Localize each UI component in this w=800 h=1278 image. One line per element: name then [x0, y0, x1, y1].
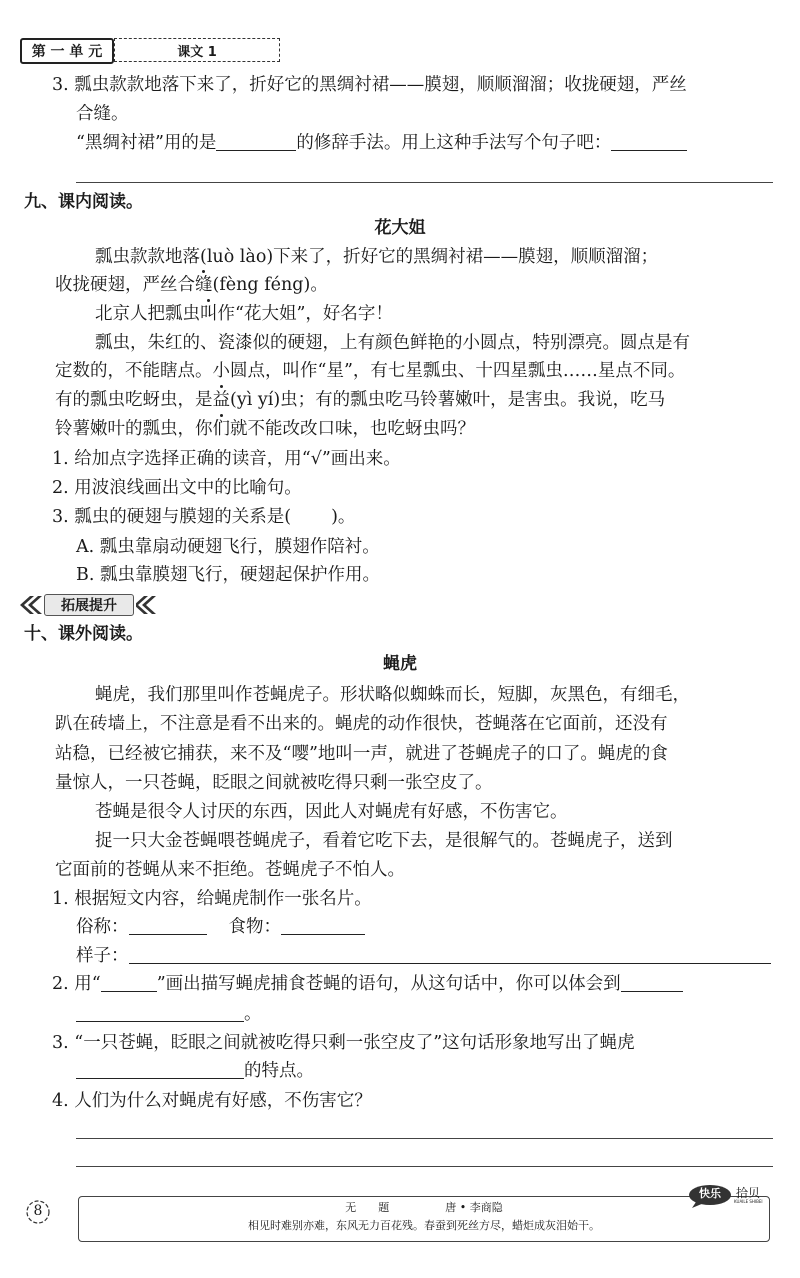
s9-p3-line2: 定数的，不能瞎点。小圆点，叫作“星”，有七星瓢虫、十四星瓢虫……星点不同。: [55, 361, 686, 381]
s8-q3-line1: 3. 瓢虫款款地落下来了，折好它的黑绸衬裙——膜翅，顺顺溜溜；收拢硬翅，严丝: [52, 75, 687, 95]
section9-title: 花大姐: [374, 218, 426, 238]
happy-shells-badge: [688, 1184, 780, 1208]
section9-heading: 九、课内阅读。: [24, 192, 143, 212]
s10-q2-cont: 。: [76, 1002, 262, 1026]
s8-q3-line2: 合缝。: [76, 104, 129, 124]
unit-label: 第 一 单 元: [20, 38, 114, 64]
s10-p2: 苍蝇是很令人讨厌的东西，因此人对蝇虎有好感，不伤害它。: [95, 802, 568, 822]
poem-heading: 无 题 唐 • 李商隐: [345, 1201, 503, 1214]
lesson-label: 课文 1: [114, 38, 280, 62]
s9-p3-line1: 瓢虫，朱红的、瓷漆似的硬翅，上有颜色鲜艳的小圆点，特别漂亮。圆点是有: [95, 333, 690, 353]
s9-q3-option-a[interactable]: A. 瓢虫靠扇动硬翅飞行，膜翅作陪衬。: [76, 537, 380, 557]
answer-line[interactable]: [76, 1166, 773, 1167]
answer-blank[interactable]: [611, 132, 687, 151]
s10-p1-line1: 蝇虎，我们那里叫作苍蝇虎子。形状略似蜘蛛而长，短脚，灰黑色，有细毛，: [95, 685, 690, 705]
badge-suffix: 拾贝: [736, 1186, 761, 1200]
s10-q3-line2: 的特点。: [76, 1059, 314, 1083]
banner-arrow-right-icon: [136, 592, 158, 618]
s9-p3-line3: 有的瓢虫吃蚜虫，是益(yì yí)虫；有的瓢虫吃马铃薯嫩叶，是害虫。我说，吃马: [55, 390, 666, 410]
banner-arrow-left-icon: [20, 592, 42, 618]
s10-p1-line2: 趴在砖墙上，不注意是看不出来的。蝇虎的动作很快，苍蝇落在它面前，还没有: [55, 714, 668, 734]
answer-line[interactable]: [76, 182, 773, 183]
s10-q1-card-row2: 样子：: [76, 944, 771, 968]
s10-p1-line4: 量惊人，一只苍蝇，眨眼之间就被吃得只剩一张空皮了。: [55, 773, 493, 793]
s10-q1-card-row1: 俗称： 食物：: [76, 915, 365, 939]
s8-q3-line3: “黑绸衬裙”用的是 的修辞手法。用上这种手法写个句子吧：: [76, 131, 687, 155]
s10-p3-line2: 它面前的苍蝇从来不拒绝。苍蝇虎子不怕人。: [55, 860, 405, 880]
s9-p2: 北京人把瓢虫叫作“花大姐”，好名字！: [95, 304, 393, 324]
extension-banner: [20, 592, 160, 618]
alias-blank[interactable]: [129, 916, 207, 935]
s9-p1-line1: 瓢虫款款地落(luò lào)下来了，折好它的黑绸衬裙——膜翅，顺顺溜溜；: [95, 247, 659, 267]
section10-heading: 十、课外阅读。: [24, 624, 143, 644]
poem-text: 相见时难别亦难，东风无力百花残。春蚕到死丝方尽，蜡炬成灰泪始干。: [248, 1219, 600, 1232]
s10-p3-line1: 捉一只大金苍蝇喂苍蝇虎子，看着它吃下去，是很解气的。苍蝇虎子，送到: [95, 831, 673, 851]
s10-q2: 2. 用“ ”画出描写蝇虎捕食苍蝇的语句，从这句话中，你可以体会到: [52, 972, 683, 996]
emphasis-char: 叫: [200, 304, 218, 324]
s9-p3-line4: 铃薯嫩叶的瓢虫，你们就不能改改口味，也吃蚜虫吗？: [55, 419, 475, 439]
emphasis-char: 益: [212, 390, 230, 410]
page-number-badge: [20, 1198, 56, 1226]
look-blank[interactable]: [129, 945, 771, 964]
answer-blank[interactable]: [76, 1060, 244, 1079]
page-number: 8: [33, 1203, 43, 1219]
s9-q3: 3. 瓢虫的硬翅与膜翅的关系是( )。: [52, 507, 356, 527]
answer-blank[interactable]: [621, 973, 683, 992]
emphasis-char: 缝: [195, 275, 213, 295]
answer-blank[interactable]: [216, 132, 296, 151]
food-blank[interactable]: [281, 916, 365, 935]
badge-label: 快乐: [699, 1187, 721, 1200]
section10-title: 蝇虎: [383, 654, 417, 674]
banner-label-box: 拓展提升: [44, 594, 134, 616]
emphasis-char: 们: [212, 419, 230, 439]
s10-q4: 4. 人们为什么对蝇虎有好感，不伤害它？: [52, 1091, 372, 1111]
s9-q1: 1. 给加点字选择正确的读音，用“√”画出来。: [52, 449, 401, 469]
s10-q1: 1. 根据短文内容，给蝇虎制作一张名片。: [52, 889, 372, 909]
s9-q2: 2. 用波浪线画出文中的比喻句。: [52, 478, 302, 498]
s10-q3-line1: 3. “一只苍蝇，眨眼之间就被吃得只剩一张空皮了”这句话形象地写出了蝇虎: [52, 1033, 635, 1053]
s10-p1-line3: 站稳，已经被它捕获，来不及“嘤”地叫一声，就进了苍蝇虎子的口了。蝇虎的食: [55, 744, 668, 764]
s9-p1-line2: 收拢硬翅，严丝合缝(fèng féng)。: [55, 275, 328, 295]
mark-symbol-blank[interactable]: [101, 973, 157, 992]
answer-blank[interactable]: [76, 1003, 244, 1022]
answer-line[interactable]: [76, 1138, 773, 1139]
badge-sub: KUAILE SHIBEI: [734, 1199, 763, 1204]
s9-q3-option-b[interactable]: B. 瓢虫靠膜翅飞行，硬翅起保护作用。: [76, 565, 380, 585]
poem-box: [78, 1196, 770, 1242]
